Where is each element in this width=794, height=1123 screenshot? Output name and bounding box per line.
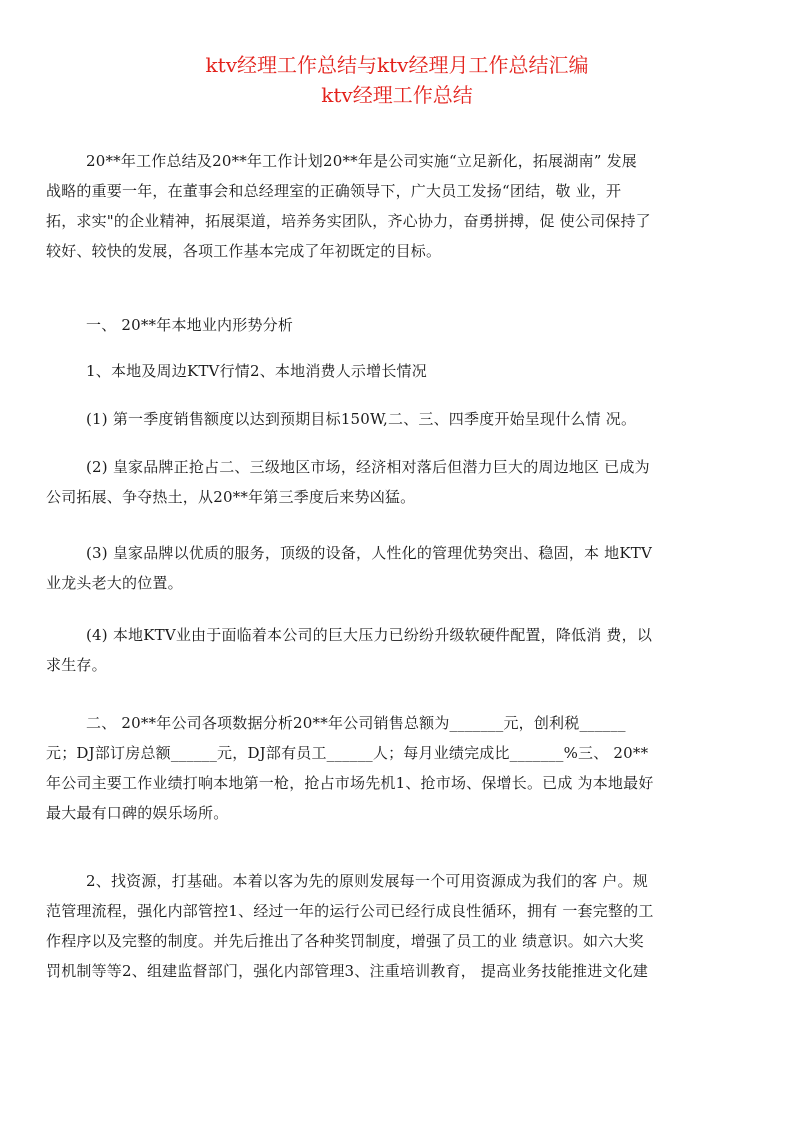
text-line: 年公司主要工作业绩打响本地第一枪，抢占市场先机1、抢市场、保增长。已成 为本地最好 <box>46 774 654 792</box>
text-line: 罚机制等等2、组建监督部门，强化内部管理3、注重培训教育， 提高业务技能推进文化建 <box>46 962 649 980</box>
text-line: 战略的重要一年，在董事会和总经理室的正确领导下，广大员工发扬“团结，敬 业，开 <box>46 182 622 200</box>
text-line: 范管理流程，强化内部管控1、经过一年的运行公司已经行成良性循环，拥有 一套完整的工 <box>46 902 654 920</box>
list-item-1 <box>46 404 746 434</box>
text-line: 二、 20**年公司各项数据分析20**年公司销售总额为_______元，创利税______ <box>86 714 626 732</box>
paragraph-market <box>46 356 746 386</box>
text-line: 公司拓展、争夺热土，从20**年第三季度后来势凶猛。 <box>46 488 416 506</box>
list-item-4 <box>46 620 746 680</box>
text-line: 1、本地及周边KTV行情2、本地消费人示增长情况 <box>86 362 427 380</box>
text-line: 2、找资源，打基础。本着以客为先的原则发展每一个可用资源成为我们的客 户。规 <box>86 872 648 890</box>
paragraph-intro <box>46 146 746 266</box>
text-line: 20**年工作总结及20**年工作计划20**年是公司实施“立足新化，拓展湖南” 发展 <box>86 152 637 170</box>
document-subtitle: ktv经理工作总结 <box>321 83 473 107</box>
text-line: 元；DJ部订房总额______元，DJ部有员工______人；每月业绩完成比_______%三、 20** <box>46 744 649 762</box>
text-line: 求生存。 <box>46 656 107 674</box>
document-title: ktv经理工作总结与ktv经理月工作总结汇编 <box>205 53 589 77</box>
text-line: (3) 皇家品牌以优质的服务，顶级的设备，人性化的管理优势突出、稳固，本 地KTV <box>86 544 653 562</box>
text-line: (2) 皇家品牌正抢占二、三级地区市场，经济相对落后但潜力巨大的周边地区 已成为 <box>86 458 650 476</box>
text-line: 业龙头老大的位置。 <box>46 574 183 592</box>
text-line: (1) 第一季度销售额度以达到预期目标150W,二、三、四季度开始呈现什么情 况。 <box>86 410 637 428</box>
section-heading-2 <box>46 708 746 828</box>
section-heading-1 <box>46 310 746 340</box>
text-line: 最大最有口碑的娱乐场所。 <box>46 804 229 822</box>
text-line: 一、 20**年本地业内形势分析 <box>86 316 294 334</box>
text-line: 作程序以及完整的制度。并先后推出了各种奖罚制度，增强了员工的业 绩意识。如六大奖 <box>46 932 644 950</box>
list-item-3 <box>46 538 746 598</box>
text-line: (4) 本地KTV业由于面临着本公司的巨大压力已纷纷升级软硬件配置，降低消 费，以 <box>86 626 653 644</box>
text-line: 较好、较快的发展，各项工作基本完成了年初既定的目标。 <box>46 242 442 260</box>
paragraph-resources <box>46 866 746 986</box>
list-item-2 <box>46 452 746 512</box>
text-line: 拓，求实"的企业精神，拓展渠道，培养务实团队，齐心协力，奋勇拼搏，促 使公司保持了 <box>46 212 651 230</box>
